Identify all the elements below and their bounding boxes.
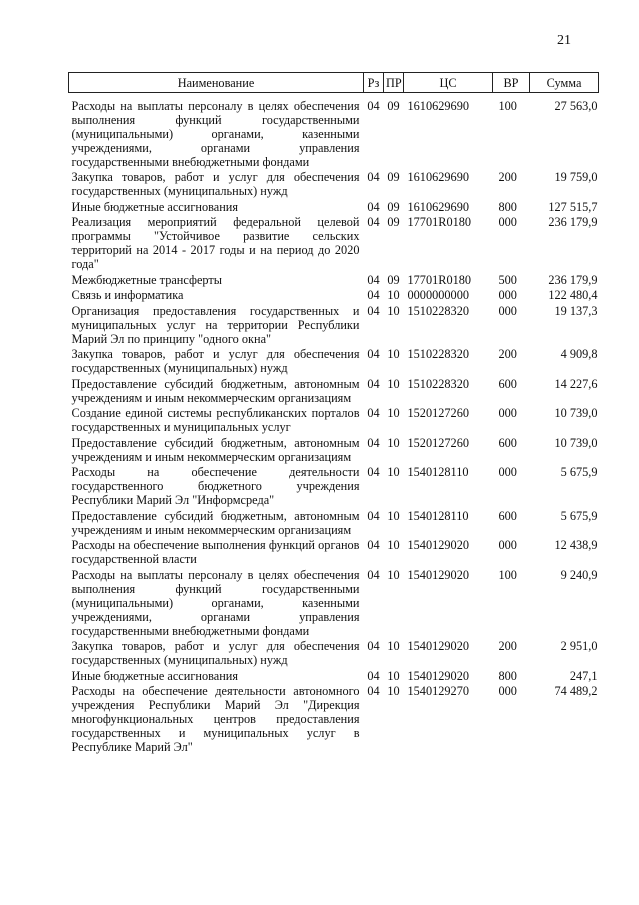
row-cs: 1510228320: [407, 347, 469, 361]
row-vr: 000: [498, 684, 517, 698]
row-sum: 14 227,6: [554, 376, 598, 391]
row-name: Закупка товаров, работ и услуг для обеспечения государственных (муниципальных) нужд: [71, 347, 360, 375]
row-rz: 04: [367, 199, 380, 214]
row-name: Предоставление субсидий бюджетным, автономным учреждениям и иным некоммерческим организациям: [71, 508, 360, 537]
row-pr: 10: [387, 303, 400, 318]
row-name: Связь и информатика: [71, 288, 184, 302]
row-name: Предоставление субсидий бюджетным, автономным учреждениям и иным некоммерческим организациям: [71, 376, 360, 405]
table-row: [69, 537, 599, 567]
row-pr: 09: [387, 98, 400, 113]
row-pr: 10: [387, 538, 400, 552]
table-header: [69, 73, 599, 93]
row-name: Организация предоставления государственных и муниципальных услуг на территории Республики Марий Эл по принципу "одного окна": [71, 303, 360, 346]
row-vr: 600: [498, 508, 517, 523]
row-cs: 1610629690: [407, 199, 469, 214]
row-vr: 000: [498, 215, 517, 229]
row-name: Расходы на обеспечение деятельности государственного бюджетного учреждения Республики Марий Эл "Информсреда": [71, 465, 360, 507]
row-rz: 04: [367, 567, 380, 582]
row-pr: 10: [387, 406, 400, 420]
table-body: [69, 93, 599, 755]
row-sum: 236 179,9: [548, 215, 598, 229]
table-row: [69, 97, 599, 169]
table-row: [69, 683, 599, 755]
row-rz: 04: [367, 435, 380, 450]
row-name: Предоставление субсидий бюджетным, автономным учреждениям и иным некоммерческим организациям: [71, 435, 360, 464]
row-rz: 04: [367, 406, 380, 420]
row-sum: 9 240,9: [560, 567, 598, 582]
row-rz: 04: [367, 98, 380, 113]
row-pr: 10: [387, 684, 400, 698]
row-cs: 1520127260: [407, 406, 469, 420]
row-cs: 1510228320: [407, 303, 469, 318]
row-name: Создание единой системы республиканских порталов государственных и муниципальных услуг: [71, 406, 360, 434]
row-pr: 10: [387, 347, 400, 361]
row-cs: 1540128110: [407, 508, 469, 523]
row-name: Иные бюджетные ассигнования: [71, 668, 239, 683]
row-name: Закупка товаров, работ и услуг для обеспечения государственных (муниципальных) нужд: [71, 170, 360, 198]
table-row: [69, 169, 599, 199]
row-sum: 19 759,0: [554, 170, 598, 184]
row-cs: 1610629690: [407, 98, 469, 113]
row-rz: 04: [367, 288, 380, 302]
row-cs: 1540129020: [407, 567, 469, 582]
header-rz: Рз: [364, 73, 384, 93]
table-row: [69, 667, 599, 683]
table-row: [69, 638, 599, 668]
row-rz: 04: [367, 376, 380, 391]
table-row: [69, 405, 599, 435]
row-vr: 000: [498, 465, 517, 479]
row-sum: 74 489,2: [554, 684, 598, 698]
row-rz: 04: [367, 215, 380, 229]
row-vr: 200: [498, 639, 517, 653]
row-rz: 04: [367, 684, 380, 698]
row-name: Расходы на выплаты персоналу в целях обеспечения выполнения функций государственными (муниципальными) органами, казенными учреждениями, органами управления государственными внебюджетными фондами: [71, 567, 360, 638]
row-pr: 09: [387, 272, 400, 287]
row-cs: 0000000000: [407, 288, 469, 302]
row-sum: 27 563,0: [554, 98, 598, 113]
row-vr: 000: [498, 538, 517, 552]
row-cs: 1540129020: [407, 538, 469, 552]
row-pr: 10: [387, 376, 400, 391]
budget-table: [68, 72, 599, 754]
row-vr: 000: [498, 406, 517, 420]
row-sum: 236 179,9: [548, 272, 598, 287]
row-sum: 127 515,7: [548, 199, 598, 214]
header-sum: Сумма: [530, 73, 599, 93]
row-cs: 1520127260: [407, 435, 469, 450]
row-cs: 1510228320: [407, 376, 469, 391]
table-row: [69, 271, 599, 287]
row-name: Иные бюджетные ассигнования: [71, 199, 239, 214]
row-vr: 800: [498, 668, 517, 683]
table-row: [69, 214, 599, 272]
row-pr: 09: [387, 199, 400, 214]
table-row: [69, 198, 599, 214]
row-sum: 4 909,8: [560, 347, 598, 361]
table-row: [69, 346, 599, 376]
row-pr: 10: [387, 567, 400, 582]
row-cs: 1610629690: [407, 170, 469, 184]
row-rz: 04: [367, 272, 380, 287]
header-cs: ЦС: [404, 73, 493, 93]
row-cs: 1540129020: [407, 668, 469, 683]
row-vr: 100: [498, 567, 517, 582]
row-name: Расходы на обеспечение выполнения функций органов государственной власти: [71, 538, 360, 566]
row-vr: 200: [498, 170, 517, 184]
row-cs: 1540129270: [407, 684, 469, 698]
row-vr: 000: [498, 288, 517, 302]
row-sum: 247,1: [569, 668, 598, 683]
row-rz: 04: [367, 303, 380, 318]
row-rz: 04: [367, 668, 380, 683]
row-cs: 17701R0180: [407, 215, 472, 229]
table-row: [69, 287, 599, 303]
row-name: Расходы на выплаты персоналу в целях обеспечения выполнения функций государственными (муниципальными) органами, казенными учреждениями, органами управления государственными внебюджетными фондами: [71, 98, 360, 169]
row-sum: 19 137,3: [554, 303, 598, 318]
row-cs: 1540129020: [407, 639, 469, 653]
row-sum: 5 675,9: [560, 465, 598, 479]
row-pr: 10: [387, 465, 400, 479]
row-sum: 2 951,0: [560, 639, 598, 653]
row-pr: 10: [387, 668, 400, 683]
row-sum: 122 480,4: [548, 288, 598, 302]
row-vr: 200: [498, 347, 517, 361]
row-vr: 600: [498, 376, 517, 391]
table-row: [69, 302, 599, 346]
header-pr: ПР: [384, 73, 404, 93]
row-pr: 10: [387, 288, 400, 302]
row-rz: 04: [367, 170, 380, 184]
row-cs: 1540128110: [407, 465, 469, 479]
row-vr: 600: [498, 435, 517, 450]
row-vr: 800: [498, 199, 517, 214]
table-row: [69, 434, 599, 464]
row-rz: 04: [367, 508, 380, 523]
row-sum: 5 675,9: [560, 508, 598, 523]
row-rz: 04: [367, 538, 380, 552]
row-pr: 10: [387, 508, 400, 523]
table-row: [69, 375, 599, 405]
table-row: [69, 507, 599, 537]
row-rz: 04: [367, 639, 380, 653]
row-rz: 04: [367, 347, 380, 361]
row-vr: 100: [498, 98, 517, 113]
page-number: 21: [557, 33, 571, 48]
table-row: [69, 566, 599, 638]
header-name: Наименование: [69, 73, 364, 93]
row-sum: 10 739,0: [554, 406, 598, 420]
row-name: Межбюджетные трансферты: [71, 272, 223, 287]
header-row: [69, 73, 599, 93]
header-vr: ВР: [493, 73, 530, 93]
table-row: [69, 464, 599, 508]
row-vr: 000: [498, 303, 517, 318]
row-pr: 09: [387, 170, 400, 184]
row-pr: 09: [387, 215, 400, 229]
row-cs: 17701R0180: [407, 272, 472, 287]
row-name: Закупка товаров, работ и услуг для обеспечения государственных (муниципальных) нужд: [71, 639, 360, 667]
row-sum: 12 438,9: [554, 538, 598, 552]
row-sum: 10 739,0: [554, 435, 598, 450]
row-pr: 10: [387, 435, 400, 450]
row-rz: 04: [367, 465, 380, 479]
row-name: Реализация мероприятий федеральной целевой программы "Устойчивое развитие сельских территорий на 2014 - 2017 годы и на период до 2020 года": [71, 215, 360, 271]
row-vr: 500: [498, 272, 517, 287]
row-name: Расходы на обеспечение деятельности автономного учреждения Республики Марий Эл "Дирекция многофункциональных центров предоставления государственных и муниципальных услуг в Республике Марий Эл": [71, 684, 360, 754]
row-pr: 10: [387, 639, 400, 653]
